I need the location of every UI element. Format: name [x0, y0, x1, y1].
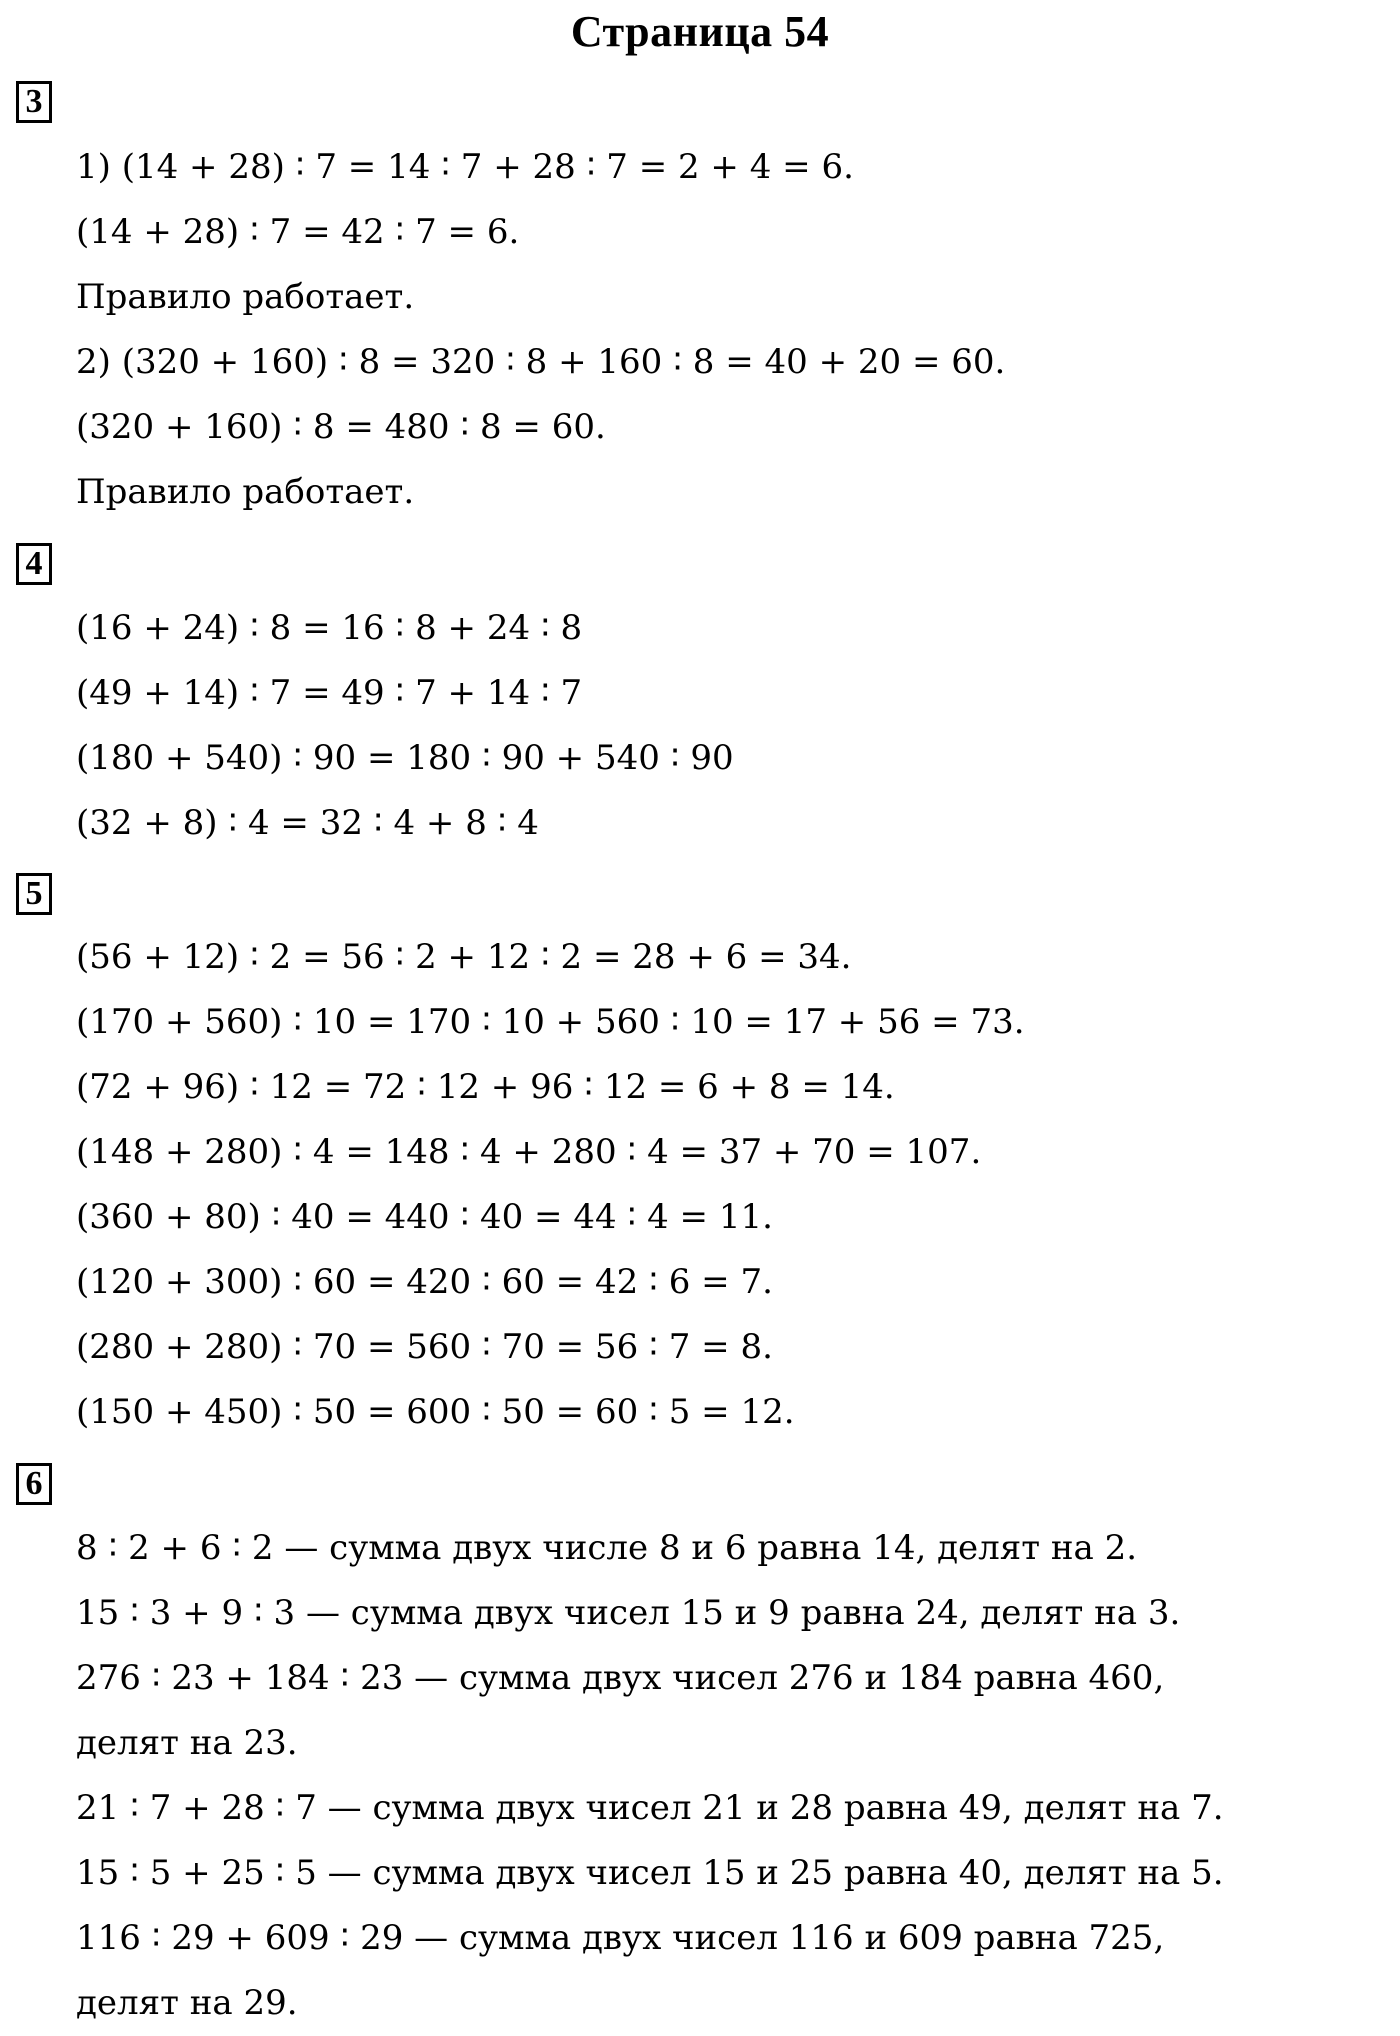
solution-line: делят на 23. [76, 1723, 298, 1763]
task-6-solution [76, 1516, 1224, 2036]
solution-line: (120 + 300) ∶ 60 = 420 ∶ 60 = 42 ∶ 6 = 7. [76, 1262, 773, 1302]
solution-line: (32 + 8) ∶ 4 = 32 ∶ 4 + 8 ∶ 4 [76, 803, 539, 843]
solution-line: (320 + 160) ∶ 8 = 480 ∶ 8 = 60. [76, 407, 606, 447]
solution-line: 21 ∶ 7 + 28 ∶ 7 — сумма двух чисел 21 и 28 равна 49, делят на 7. [76, 1788, 1224, 1828]
solution-line: 276 ∶ 23 + 184 ∶ 23 — сумма двух чисел 276 и 184 равна 460, [76, 1658, 1165, 1698]
task-5-solution [76, 925, 1025, 1445]
task-number-4: 4 [16, 543, 52, 585]
solution-line: (148 + 280) ∶ 4 = 148 ∶ 4 + 280 ∶ 4 = 37 + 70 = 107. [76, 1132, 982, 1172]
solution-line: (72 + 96) ∶ 12 = 72 ∶ 12 + 96 ∶ 12 = 6 + 8 = 14. [76, 1067, 895, 1107]
solution-line: (16 + 24) ∶ 8 = 16 ∶ 8 + 24 ∶ 8 [76, 608, 583, 648]
solution-line: 15 ∶ 5 + 25 ∶ 5 — сумма двух чисел 15 и 25 равна 40, делят на 5. [76, 1853, 1224, 1893]
solution-line: (360 + 80) ∶ 40 = 440 ∶ 40 = 44 ∶ 4 = 11. [76, 1197, 773, 1237]
solution-line: (180 + 540) ∶ 90 = 180 ∶ 90 + 540 ∶ 90 [76, 738, 734, 778]
task-3-solution [76, 135, 1005, 525]
solution-line: Правило работает. [76, 277, 415, 317]
task-number-5: 5 [16, 873, 52, 915]
page-title: Страница 54 [570, 7, 830, 56]
solution-line: 116 ∶ 29 + 609 ∶ 29 — сумма двух чисел 116 и 609 равна 725, [76, 1918, 1165, 1958]
solution-line: делят на 29. [76, 1983, 298, 2023]
solution-line: (14 + 28) ∶ 7 = 42 ∶ 7 = 6. [76, 212, 520, 252]
solution-line: (150 + 450) ∶ 50 = 600 ∶ 50 = 60 ∶ 5 = 12. [76, 1392, 795, 1432]
solution-line: Правило работает. [76, 472, 415, 512]
task-4-solution [76, 596, 734, 856]
solution-line: 15 ∶ 3 + 9 ∶ 3 — сумма двух чисел 15 и 9 равна 24, делят на 3. [76, 1593, 1181, 1633]
solution-line: 1) (14 + 28) ∶ 7 = 14 ∶ 7 + 28 ∶ 7 = 2 + 4 = 6. [76, 147, 854, 187]
solution-line: (280 + 280) ∶ 70 = 560 ∶ 70 = 56 ∶ 7 = 8. [76, 1327, 773, 1367]
task-number-6: 6 [16, 1463, 52, 1505]
solution-line: (170 + 560) ∶ 10 = 170 ∶ 10 + 560 ∶ 10 = 17 + 56 = 73. [76, 1002, 1025, 1042]
solution-line: (49 + 14) ∶ 7 = 49 ∶ 7 + 14 ∶ 7 [76, 673, 583, 713]
task-number-3: 3 [16, 81, 52, 123]
solution-line: 8 ∶ 2 + 6 ∶ 2 — сумма двух числе 8 и 6 равна 14, делят на 2. [76, 1528, 1138, 1568]
solution-line: 2) (320 + 160) ∶ 8 = 320 ∶ 8 + 160 ∶ 8 = 40 + 20 = 60. [76, 342, 1006, 382]
solution-line: (56 + 12) ∶ 2 = 56 ∶ 2 + 12 ∶ 2 = 28 + 6 = 34. [76, 937, 852, 977]
